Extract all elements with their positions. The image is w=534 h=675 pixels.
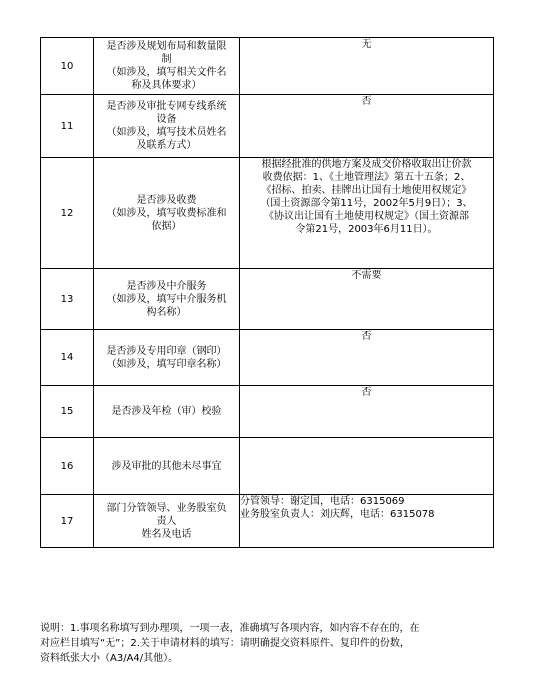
item-line: 是否涉及中介服务	[126, 280, 207, 292]
item-line: 部门分管领导、业务股室负	[106, 502, 227, 514]
row-number: 14	[41, 330, 94, 386]
item-cell	[94, 495, 240, 548]
item-info-table	[40, 37, 494, 548]
item-line: 称及具体要求）	[131, 80, 202, 91]
table-row	[41, 38, 494, 95]
note-line: 说明：1.事项名称填写到办理项，一项一表，准确填写各项内容，如内容不存在的，在	[40, 623, 420, 634]
value-line: 业务股室负责人：刘庆辉，电话：6315078	[240, 509, 435, 520]
item-cell	[94, 38, 240, 95]
item-line: 制	[161, 54, 172, 65]
value-line: 否	[361, 96, 372, 107]
table-row	[41, 158, 494, 269]
row-number: 15	[41, 386, 94, 438]
item-line: 是否涉及年检（审）校验	[111, 406, 222, 417]
value-cell	[240, 95, 494, 158]
row-number: 11	[41, 95, 94, 158]
value-cell	[240, 158, 494, 269]
item-line: 是否涉及专用印章（钢印）	[106, 345, 227, 357]
item-cell	[94, 386, 240, 438]
item-line: （如涉及，填写中介服务机	[106, 293, 227, 305]
notes	[40, 621, 492, 666]
table-row	[41, 330, 494, 386]
item-line: 构名称）	[146, 306, 187, 318]
row-number: 16	[41, 438, 94, 495]
row-number: 13	[41, 269, 94, 330]
note-line: 对应栏目填写“无”；2.关于申请材料的填写：请明确提交资料原件、复印件的份数，	[40, 638, 410, 649]
item-line: 依据）	[151, 220, 182, 232]
item-line: （如涉及，填写收费标准和	[106, 207, 227, 219]
item-cell	[94, 95, 240, 158]
value-line: （国土资源部令第11号，2002年5月9日）；3、	[260, 198, 473, 209]
item-cell	[94, 269, 240, 330]
item-cell	[94, 158, 240, 269]
item-cell	[94, 438, 240, 495]
value-line: 分管领导：谢定国，电话：6315069	[240, 496, 405, 507]
item-line: 是否涉及收费	[136, 194, 197, 206]
item-line: 责人	[156, 515, 177, 527]
item-line: 涉及审批的其他未尽事宜	[111, 460, 222, 472]
item-line: 是否涉及审批专网专线系统	[106, 101, 227, 112]
item-line: 设备	[156, 114, 177, 125]
value-line: 不需要	[351, 270, 382, 281]
item-line: 及联系方式）	[136, 140, 197, 151]
table-row	[41, 438, 494, 495]
value-line: 否	[361, 387, 372, 398]
value-line: 令第21号，2003年6月11日）。	[295, 224, 438, 235]
table-row	[41, 95, 494, 158]
note-line: 资料纸张大小（A3/A4/其他）。	[40, 653, 179, 664]
item-line: 是否涉及规划布局和数量限	[106, 41, 227, 52]
value-line: 无	[361, 39, 372, 50]
row-number: 12	[41, 158, 94, 269]
item-line: 姓名及电话	[141, 528, 192, 540]
item-line: （如涉及，填写印章名称）	[106, 358, 227, 370]
value-cell	[240, 438, 494, 495]
table-row	[41, 386, 494, 438]
value-line: 否	[361, 331, 372, 342]
row-number: 17	[41, 495, 94, 548]
table-row	[41, 269, 494, 330]
item-cell	[94, 330, 240, 386]
table-row	[41, 495, 494, 548]
item-line: （如涉及，填写相关文件名	[106, 67, 227, 78]
item-line: （如涉及，填写技术员姓名	[106, 127, 227, 138]
row-number: 10	[41, 38, 94, 95]
value-cell	[240, 495, 494, 548]
value-cell	[240, 38, 494, 95]
value-cell	[240, 386, 494, 438]
value-cell	[240, 269, 494, 330]
value-line: 《协议出让国有土地使用权规定》（国土资源部	[264, 211, 469, 222]
value-cell	[240, 330, 494, 386]
value-line: 收费依据：1、《土地管理法》第五十五条；2、	[262, 172, 471, 183]
value-line: 《招标、拍卖、挂牌出让国有土地使用权规定》	[261, 185, 472, 196]
value-line: 根据经批准的供地方案及成交价格收取出让价款	[261, 159, 472, 170]
